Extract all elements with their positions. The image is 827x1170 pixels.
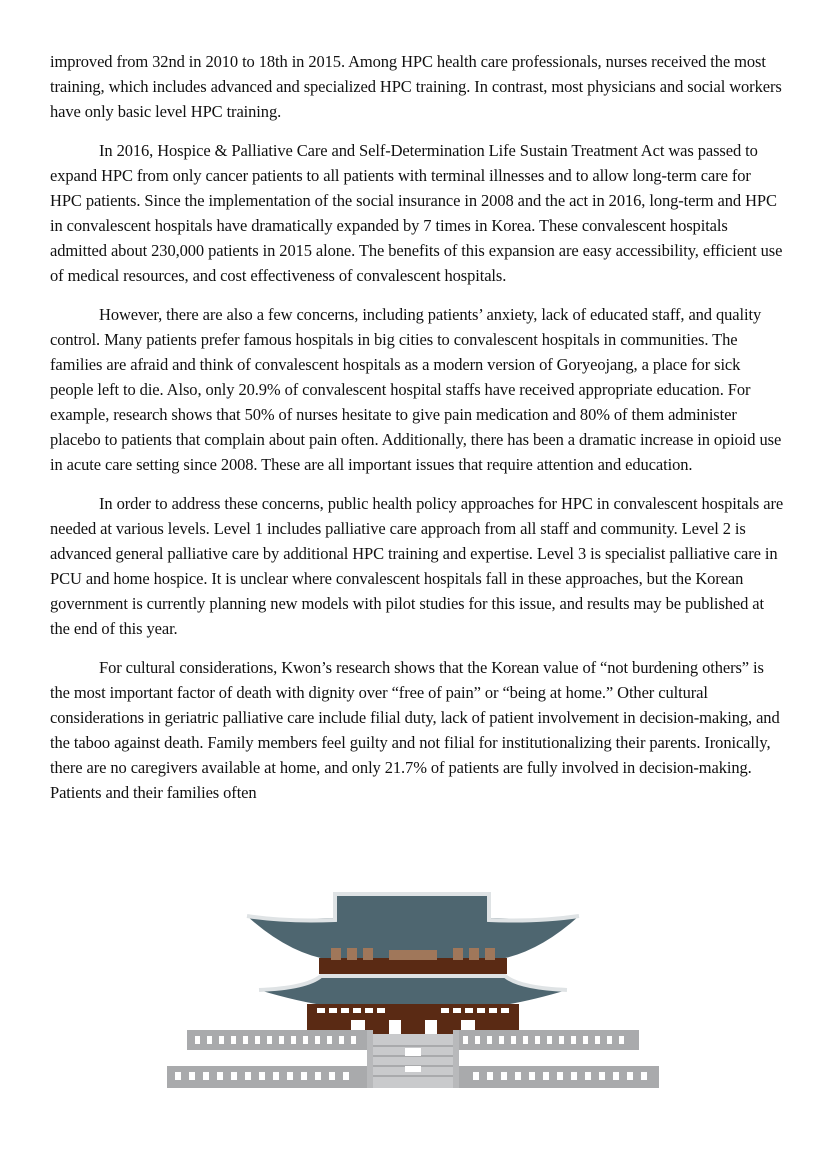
paragraph-3: However, there are also a few concerns, including patients’ anxiety, lack of educated staff, and quality control. Many patients prefer famous hospitals in big cities to convalescent hospitals in communities. The families are afraid and think of convalescent hospitals as a modern version of Goryeojang, a place for sick people left to die. Also, only 20.9% of convalescent hospital staffs have received appropriate education. For example, research shows that 50% of nurses hesitate to give pain medication and 80% of them administer placebo to patients that complain about pain often. Additionally, there has been a dramatic increase in opioid use in acute care setting since 2008. These are all important issues that require attention and education.: [50, 305, 782, 474]
korean-palace-icon: [167, 890, 659, 1090]
paragraph-4: In order to address these concerns, public health policy approaches for HPC in convalescent hospitals are needed at various levels. Level 1 includes palliative care approach from all staff and community. Level 2 is advanced general palliative care by additional HPC training and expertise. Level 3 is specialist palliative care in PCU and home hospice. It is unclear where convalescent hospitals fall in these approaches, but the Korean government is currently planning new models with pilot studies for this issue, and results may be published at the end of this year.: [50, 494, 784, 638]
paragraph-2: In 2016, Hospice & Palliative Care and Self-Determination Life Sustain Treatment Act was passed to expand HPC from only cancer patients to all patients with terminal illnesses and to allow long-term care for HPC patients. Since the implementation of the social insurance in 2008 and the act in 2016, long-term and HPC in convalescent hospitals have dramatically expanded by 7 times in Korea. These convalescent hospitals admitted about 230,000 patients in 2015 alone. The benefits of this expansion are easy accessibility, efficient use of medical resources, and cost effectiveness of convalescent hospitals.: [50, 141, 783, 285]
document-body: [50, 49, 785, 819]
paragraph-1: improved from 32nd in 2010 to 18th in 2015. Among HPC health care professionals, nurses received the most training, which includes advanced and specialized HPC training. In contrast, most physicians and social workers have only basic level HPC training.: [50, 52, 782, 121]
paragraph-5: For cultural considerations, Kwon’s research shows that the Korean value of “not burdening others” is the most important factor of death with dignity over “free of pain” or “being at home.” Other cultural considerations in geriatric palliative care include filial duty, lack of patient involvement in decision-making, and the taboo against death. Family members feel guilty and not filial for institutionalizing their parents. Ironically, there are no caregivers available at home, and only 21.7% of patients are fully involved in decision-making. Patients and their families often: [50, 658, 780, 802]
